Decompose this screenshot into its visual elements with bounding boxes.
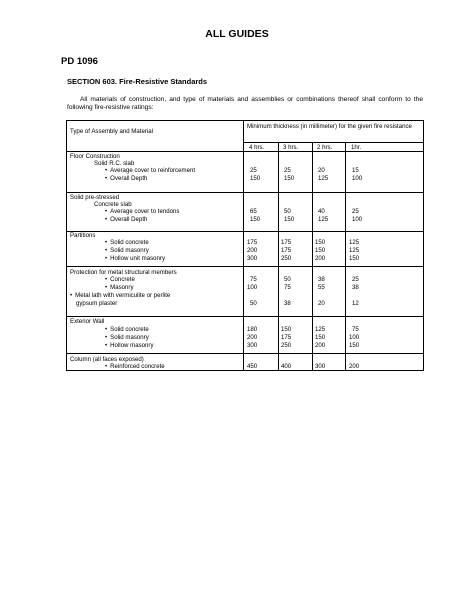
- cell-value: 150: [349, 255, 360, 262]
- row-label: [105, 326, 149, 333]
- cell-value: 150: [250, 216, 261, 223]
- row-label-text: Hollow unit masonry: [110, 255, 166, 262]
- hours-header: 4 hrs.: [249, 144, 265, 151]
- cell-value: 150: [250, 175, 261, 182]
- row-label: [105, 342, 154, 349]
- group-title: Solid pre-stressed: [70, 194, 120, 201]
- group-subtitle: Concrete slab: [94, 201, 132, 208]
- row-label-text: Reinforced concrete: [110, 363, 165, 370]
- row-label: [105, 363, 165, 370]
- header-divider: [243, 142, 423, 143]
- cell-value: 50: [284, 208, 291, 215]
- cell-value: 100: [349, 334, 360, 341]
- row-label: [105, 208, 179, 215]
- cell-value: 200: [247, 247, 258, 254]
- cell-value: 250: [281, 342, 292, 349]
- cell-value: 100: [352, 175, 363, 182]
- group-divider: [67, 353, 423, 354]
- row-label: [105, 334, 149, 341]
- row-label-text: Average cover to reinforcement: [110, 167, 196, 174]
- cell-value: 12: [352, 300, 359, 307]
- row-label-text: Hollow masonry: [110, 342, 154, 349]
- cell-value: 75: [284, 284, 291, 291]
- row-label-text: Solid concrete: [110, 239, 149, 246]
- group-divider: [67, 192, 423, 193]
- cell-value: 40: [318, 208, 325, 215]
- cell-value: 100: [247, 284, 258, 291]
- cell-value: 300: [247, 342, 258, 349]
- cell-value: 150: [284, 216, 295, 223]
- cell-value: 125: [349, 247, 360, 254]
- row-label-text: Solid masonry: [110, 247, 149, 254]
- cell-value: 20: [318, 300, 325, 307]
- cell-value: 450: [247, 363, 258, 370]
- cell-value: 125: [315, 326, 326, 333]
- cell-value: 125: [318, 175, 329, 182]
- hours-header: 3 hrs.: [283, 144, 299, 151]
- group-title: Column (all faces exposed): [70, 356, 144, 363]
- group-title: Partitions: [70, 232, 96, 239]
- page-header: ALL GUIDES: [205, 28, 269, 40]
- cell-value: 150: [349, 342, 360, 349]
- cell-value: 300: [315, 363, 326, 370]
- cell-value: 180: [247, 326, 258, 333]
- group-subtitle: Solid R.C. slab: [94, 160, 135, 167]
- row-label-text: Metal lath with vermiculite or perlite: [75, 292, 171, 299]
- row-label: [105, 284, 134, 291]
- cell-value: 150: [315, 247, 326, 254]
- row-label: [105, 276, 135, 283]
- group-title: Floor Construction: [70, 153, 120, 160]
- cell-value: 150: [315, 334, 326, 341]
- header-bottom-line: [67, 151, 423, 152]
- row-label: [70, 292, 170, 299]
- cell-value: 175: [281, 239, 292, 246]
- column-divider: [345, 142, 346, 370]
- row-label-text: Average cover to tendons: [110, 208, 180, 215]
- cell-value: 200: [315, 342, 326, 349]
- cell-value: 50: [250, 300, 257, 307]
- thickness-column-header: Minimum thickness (in millimeter) for the given fire resistance: [247, 123, 412, 130]
- cell-value: 25: [352, 276, 359, 283]
- column-divider: [278, 142, 279, 370]
- cell-value: 175: [247, 239, 258, 246]
- document-id: PD 1096: [61, 56, 98, 67]
- row-label: [105, 239, 149, 246]
- row-label-text: Overall Depth: [110, 216, 148, 223]
- cell-value: 125: [349, 239, 360, 246]
- row-label-text: Concrete: [110, 276, 135, 283]
- intro-paragraph: All materials of construction, and type of materials and assemblies or combinations thereof shall conform to the following fire-resistive ratings:: [67, 96, 423, 111]
- cell-value: 200: [315, 255, 326, 262]
- row-label-text: Masonry: [110, 284, 134, 291]
- cell-value: 100: [352, 216, 363, 223]
- cell-value: 50: [284, 276, 291, 283]
- type-column-header: Type of Assembly and Material: [70, 128, 153, 135]
- cell-value: 125: [318, 216, 329, 223]
- hours-header: 1hr.: [351, 144, 362, 151]
- row-label: [105, 247, 149, 254]
- section-heading: SECTION 603. Fire-Resistive Standards: [67, 77, 208, 86]
- group-divider: [67, 316, 423, 317]
- group-title: Exterior Wall: [70, 318, 105, 325]
- cell-value: 25: [352, 208, 359, 215]
- cell-value: 38: [318, 276, 325, 283]
- cell-value: 55: [318, 284, 325, 291]
- cell-value: 15: [352, 167, 359, 174]
- cell-value: 175: [281, 247, 292, 254]
- row-label: [105, 255, 165, 262]
- cell-value: 250: [281, 255, 292, 262]
- row-label-text: Overall Depth: [110, 175, 148, 182]
- row-label: [105, 216, 147, 223]
- cell-value: 150: [281, 326, 292, 333]
- fire-resistive-table: [66, 120, 424, 371]
- group-title: Protection for metal structural members: [70, 269, 177, 276]
- cell-value: 75: [250, 276, 257, 283]
- row-label-text: Solid masonry: [110, 334, 149, 341]
- group-divider: [67, 231, 423, 232]
- cell-value: 25: [284, 167, 291, 174]
- cell-value: 175: [281, 334, 292, 341]
- cell-value: 20: [318, 167, 325, 174]
- cell-value: 38: [284, 300, 291, 307]
- row-label: [105, 167, 195, 174]
- cell-value: 25: [250, 167, 257, 174]
- cell-value: 38: [352, 284, 359, 291]
- cell-value: 300: [247, 255, 258, 262]
- cell-value: 75: [352, 326, 359, 333]
- row-label-continuation: gypsum plaster: [76, 300, 118, 307]
- hours-header: 2 hrs.: [317, 144, 333, 151]
- column-divider: [312, 142, 313, 370]
- row-label: [105, 175, 147, 182]
- cell-value: 200: [349, 363, 360, 370]
- row-label-text: Solid concrete: [110, 326, 149, 333]
- cell-value: 200: [247, 334, 258, 341]
- cell-value: 65: [250, 208, 257, 215]
- cell-value: 400: [281, 363, 292, 370]
- cell-value: 150: [284, 175, 295, 182]
- cell-value: 150: [315, 239, 326, 246]
- group-divider: [67, 266, 423, 267]
- column-divider: [243, 121, 244, 370]
